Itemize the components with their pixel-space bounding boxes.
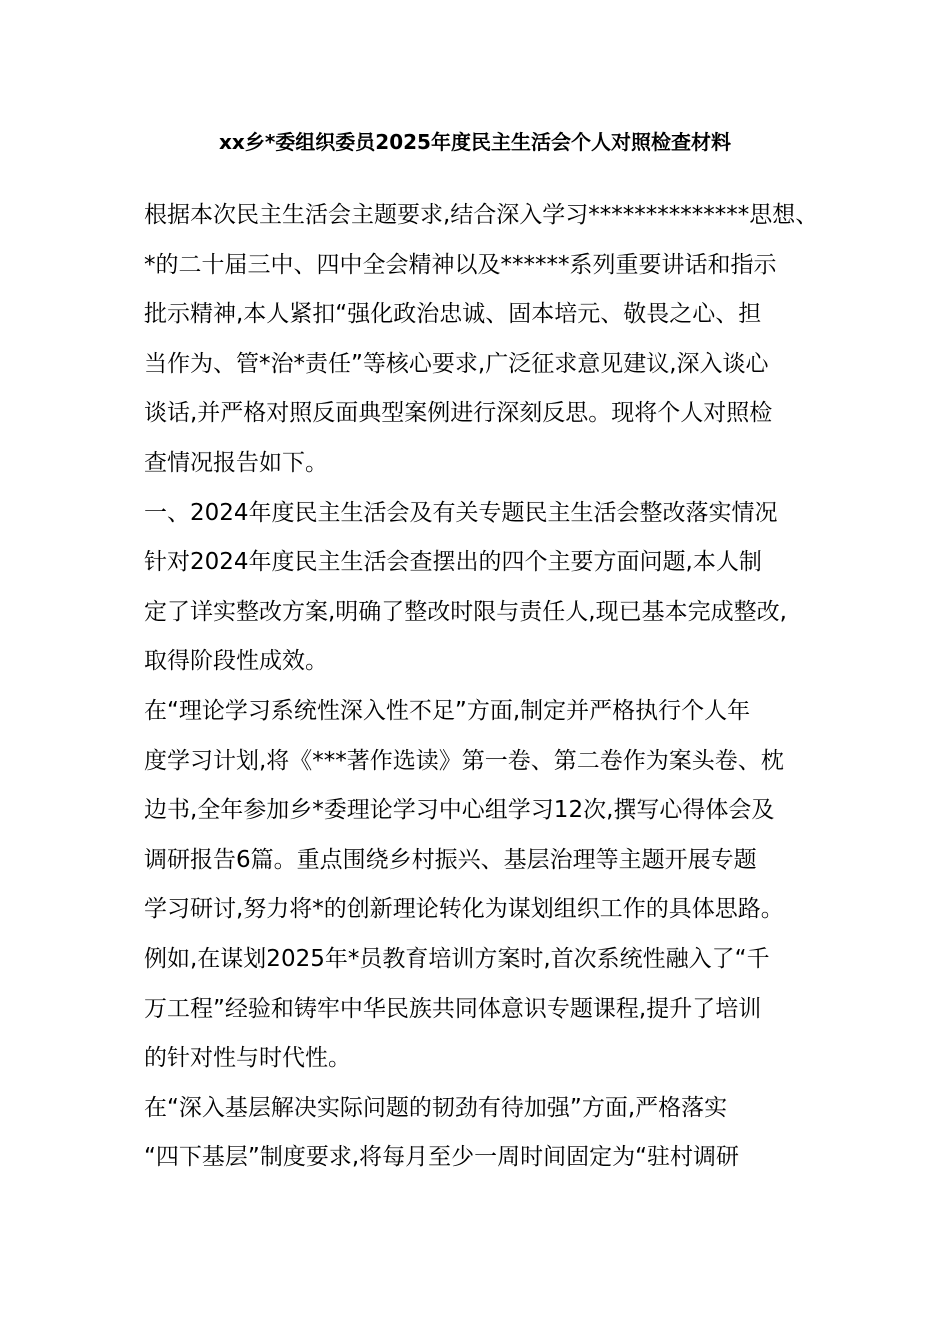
text-line: “四下基层”制度要求,将每月至少一周时间固定为“驻村调研: [144, 1144, 740, 1171]
text-line: 度学习计划,将《***著作选读》第一卷、第二卷作为案头卷、枕: [144, 747, 784, 774]
document-title: xx乡*委组织委员2025年度民主生活会个人对照检查材料: [219, 130, 731, 154]
text-line: *的二十届三中、四中全会精神以及******系列重要讲话和指示: [144, 251, 777, 278]
text-line: 定了详实整改方案,明确了整改时限与责任人,现已基本完成整改,: [144, 598, 787, 625]
text-line: 根据本次民主生活会主题要求,结合深入学习**************思想、: [144, 202, 819, 228]
document-body: [144, 197, 824, 1189]
text-line: 的针对性与时代性。: [144, 1045, 351, 1072]
section-heading: 一、2024年度民主生活会及有关专题民主生活会整改落实情况: [144, 499, 778, 526]
text-line: 针对2024年度民主生活会查摆出的四个主要方面问题,本人制: [144, 549, 762, 576]
text-line: 当作为、管*治*责任”等核心要求,广泛征求意见建议,深入谈心: [144, 350, 769, 377]
text-line: 取得阶段性成效。: [144, 648, 328, 675]
text-line: 例如,在谋划2025年*员教育培训方案时,首次系统性融入了“千: [144, 945, 770, 972]
text-line: 万工程”经验和铸牢中华民族共同体意识专题课程,提升了培训: [144, 995, 762, 1022]
text-line: 批示精神,本人紧扣“强化政治忠诚、固本培元、敬畏之心、担: [144, 301, 762, 328]
text-line: 在“深入基层解决实际问题的韧劲有待加强”方面,严格落实: [144, 1094, 728, 1121]
text-line: 查情况报告如下。: [144, 449, 328, 476]
text-line: 在“理论学习系统性深入性不足”方面,制定并严格执行个人年: [144, 697, 751, 724]
text-line: 学习研讨,努力将*的创新理论转化为谋划组织工作的具体思路。: [144, 896, 784, 923]
text-line: 边书,全年参加乡*委理论学习中心组学习12次,撰写心得体会及: [144, 797, 775, 824]
text-line: 调研报告6篇。重点围绕乡村振兴、基层治理等主题开展专题: [144, 846, 757, 873]
text-line: 谈话,并严格对照反面典型案例进行深刻反思。现将个人对照检: [144, 400, 773, 427]
